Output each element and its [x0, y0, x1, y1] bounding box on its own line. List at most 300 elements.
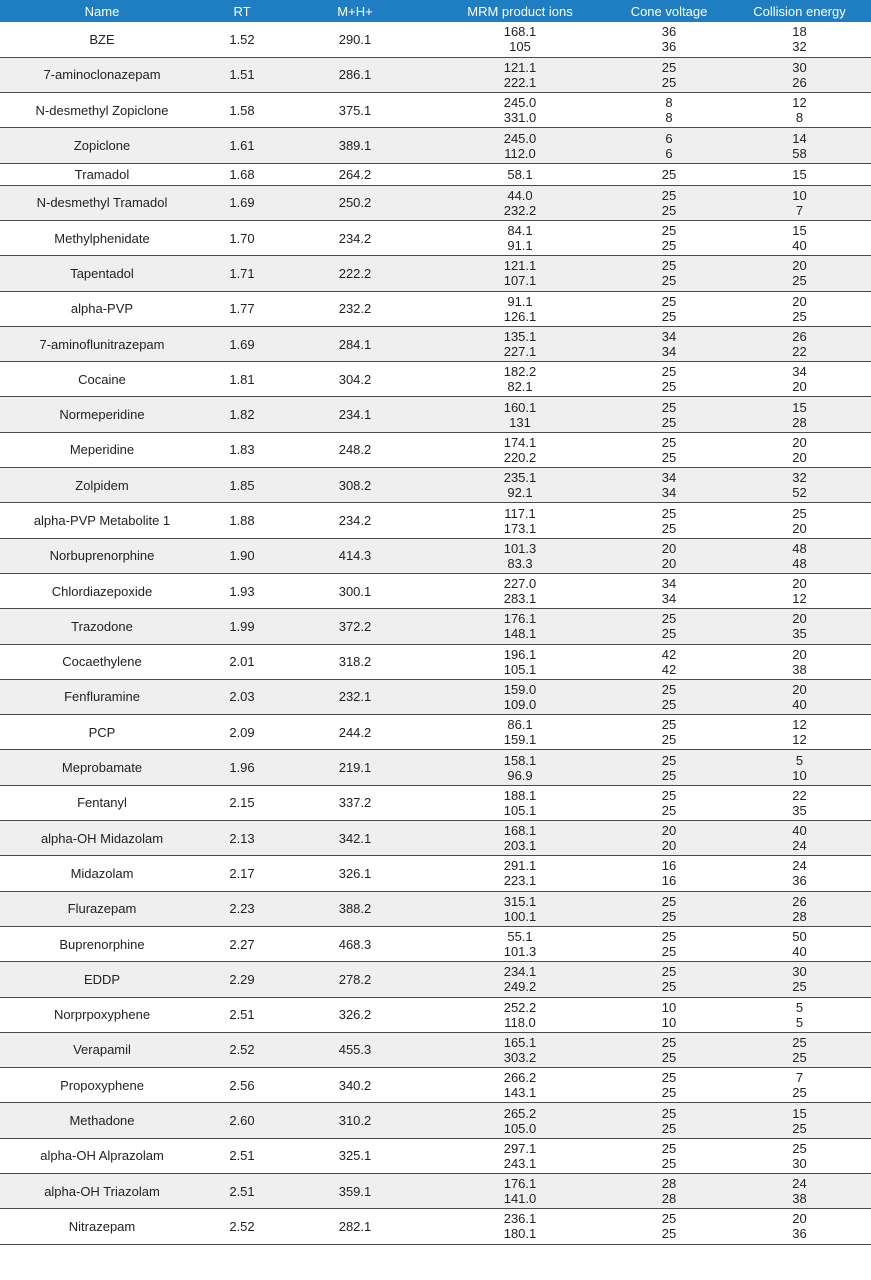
- collision-energy-cell-value: 30: [792, 1155, 807, 1171]
- collision-energy-cell-value: 36: [792, 1226, 807, 1242]
- cone-voltage-cell-value: 25: [661, 1140, 677, 1156]
- product-ions-cell: [430, 538, 610, 573]
- cone-voltage-cell: [610, 538, 728, 573]
- product-ions-cell-value: 101.3: [503, 540, 537, 556]
- compound-name-cell: 7-aminoclonazepam: [0, 57, 204, 92]
- cone-voltage-cell: [610, 821, 728, 856]
- cone-voltage-cell: [610, 1174, 728, 1209]
- mh-cell: 310.2: [280, 1103, 430, 1138]
- product-ions-cell: [430, 962, 610, 997]
- mh-cell: 234.2: [280, 503, 430, 538]
- rt-cell: 2.09: [204, 715, 280, 750]
- rt-cell: 2.52: [204, 1209, 280, 1244]
- product-ions-cell: [430, 785, 610, 820]
- cone-voltage-cell-value: 16: [661, 873, 677, 889]
- header-mh: M+H+: [280, 0, 430, 22]
- collision-energy-cell-value: 58: [792, 145, 807, 161]
- compound-name-cell: N-desmethyl Zopiclone: [0, 93, 204, 128]
- rt-cell: 2.17: [204, 856, 280, 891]
- product-ions-cell-value: 84.1: [507, 223, 533, 239]
- rt-cell: 2.51: [204, 1174, 280, 1209]
- product-ions-cell-value: 265.2: [503, 1105, 537, 1121]
- cone-voltage-cell-value: 25: [661, 166, 677, 182]
- compound-name-cell: Fentanyl: [0, 785, 204, 820]
- collision-energy-cell-value: 35: [792, 802, 807, 818]
- product-ions-cell: [430, 128, 610, 163]
- collision-energy-cell-value: 15: [792, 1105, 807, 1121]
- cone-voltage-cell-value: 25: [661, 1034, 677, 1050]
- collision-energy-cell-value: 10: [792, 187, 807, 203]
- mh-cell: 325.1: [280, 1138, 430, 1173]
- table-row: [0, 1103, 871, 1138]
- cone-voltage-cell-value: 25: [661, 1211, 677, 1227]
- cone-voltage-cell-value: 25: [661, 717, 677, 733]
- cone-voltage-cell-value: 28: [661, 1176, 677, 1192]
- collision-energy-cell-value: 22: [792, 787, 807, 803]
- product-ions-cell: [430, 256, 610, 291]
- cone-voltage-cell: [610, 468, 728, 503]
- table-row: [0, 1068, 871, 1103]
- cone-voltage-cell-value: 25: [661, 893, 677, 909]
- collision-energy-cell-value: 5: [795, 1014, 804, 1030]
- rt-cell: 2.27: [204, 926, 280, 961]
- compound-name-cell: Chlordiazepoxide: [0, 573, 204, 608]
- product-ions-cell-value: 291.1: [503, 858, 537, 874]
- cone-voltage-cell: [610, 397, 728, 432]
- product-ions-cell-value: 220.2: [503, 449, 537, 465]
- product-ions-cell-value: 160.1: [503, 399, 537, 415]
- product-ions-cell-value: 266.2: [503, 1070, 537, 1086]
- cone-voltage-cell: [610, 1209, 728, 1244]
- mh-cell: 372.2: [280, 609, 430, 644]
- product-ions-cell-value: 232.2: [503, 202, 537, 218]
- collision-energy-cell: [728, 609, 871, 644]
- cone-voltage-cell-value: 20: [661, 838, 677, 854]
- collision-energy-cell: [728, 1032, 871, 1067]
- collision-energy-cell: [728, 715, 871, 750]
- collision-energy-cell-value: 30: [792, 964, 807, 980]
- cone-voltage-cell-value: 25: [661, 944, 677, 960]
- collision-energy-cell-value: 20: [792, 1211, 807, 1227]
- product-ions-cell-value: 107.1: [503, 273, 537, 289]
- compound-name-cell: Propoxyphene: [0, 1068, 204, 1103]
- product-ions-cell: [430, 891, 610, 926]
- table-row: [0, 821, 871, 856]
- mh-cell: 340.2: [280, 1068, 430, 1103]
- product-ions-cell-value: 235.1: [503, 470, 537, 486]
- mh-cell: 455.3: [280, 1032, 430, 1067]
- table-row: [0, 57, 871, 92]
- compound-name-cell: Meperidine: [0, 432, 204, 467]
- table-row: [0, 926, 871, 961]
- compound-name-cell: Tapentadol: [0, 256, 204, 291]
- collision-energy-cell: [728, 93, 871, 128]
- product-ions-cell-value: 203.1: [503, 838, 537, 854]
- header-row: [0, 0, 871, 22]
- product-ions-cell-value: 100.1: [503, 908, 537, 924]
- product-ions-cell-value: 168.1: [503, 24, 537, 40]
- cone-voltage-cell-value: 28: [661, 1191, 677, 1207]
- product-ions-cell-value: 143.1: [503, 1085, 537, 1101]
- product-ions-cell-value: 101.3: [503, 944, 537, 960]
- rt-cell: 1.71: [204, 256, 280, 291]
- cone-voltage-cell-value: 25: [661, 258, 677, 274]
- cone-voltage-cell-value: 25: [661, 1155, 677, 1171]
- cone-voltage-cell-value: 25: [661, 308, 677, 324]
- product-ions-cell-value: 245.0: [503, 95, 537, 111]
- compound-name-cell: alpha-PVP: [0, 291, 204, 326]
- mh-cell: 244.2: [280, 715, 430, 750]
- mh-cell: 342.1: [280, 821, 430, 856]
- product-ions-cell-value: 223.1: [503, 873, 537, 889]
- cone-voltage-cell: [610, 609, 728, 644]
- cone-voltage-cell-value: 25: [661, 505, 677, 521]
- collision-energy-cell-value: 8: [795, 110, 804, 126]
- cone-voltage-cell-value: 25: [661, 379, 677, 395]
- rt-cell: 2.51: [204, 1138, 280, 1173]
- collision-energy-cell-value: 12: [792, 732, 807, 748]
- cone-voltage-cell-value: 34: [661, 591, 677, 607]
- product-ions-cell-value: 109.0: [503, 696, 537, 712]
- table-row: [0, 163, 871, 185]
- cone-voltage-cell-value: 8: [665, 110, 673, 126]
- mh-cell: 414.3: [280, 538, 430, 573]
- product-ions-cell: [430, 1103, 610, 1138]
- collision-energy-cell: [728, 22, 871, 57]
- cone-voltage-cell: [610, 962, 728, 997]
- compound-name-cell: Normeperidine: [0, 397, 204, 432]
- product-ions-cell-value: 148.1: [503, 626, 537, 642]
- cone-voltage-cell-value: 25: [661, 908, 677, 924]
- cone-voltage-cell-value: 25: [661, 520, 677, 536]
- cone-voltage-cell-value: 25: [661, 767, 677, 783]
- cone-voltage-cell-value: 25: [661, 979, 677, 995]
- rt-cell: 1.52: [204, 22, 280, 57]
- collision-energy-cell-value: 20: [792, 379, 807, 395]
- compound-name-cell: Buprenorphine: [0, 926, 204, 961]
- collision-energy-cell-value: 48: [792, 540, 807, 556]
- product-ions-cell-value: 105.1: [503, 661, 537, 677]
- cone-voltage-cell-value: 25: [661, 964, 677, 980]
- collision-energy-cell-value: 25: [792, 1140, 807, 1156]
- product-ions-cell: [430, 644, 610, 679]
- collision-energy-cell: [728, 1103, 871, 1138]
- collision-energy-cell-value: 15: [792, 223, 807, 239]
- compound-name-cell: Midazolam: [0, 856, 204, 891]
- mh-cell: 219.1: [280, 750, 430, 785]
- cone-voltage-cell: [610, 750, 728, 785]
- product-ions-cell-value: 245.0: [503, 130, 537, 146]
- cone-voltage-cell-value: 25: [661, 1085, 677, 1101]
- collision-energy-cell-value: 20: [792, 681, 807, 697]
- table-row: [0, 573, 871, 608]
- product-ions-cell-value: 55.1: [507, 929, 533, 945]
- product-ions-cell-value: 303.2: [503, 1049, 537, 1065]
- table-row: [0, 609, 871, 644]
- cone-voltage-cell-value: 25: [661, 626, 677, 642]
- collision-energy-cell-value: 18: [792, 24, 807, 40]
- collision-energy-cell-value: 25: [792, 1049, 807, 1065]
- cone-voltage-cell-value: 25: [661, 74, 677, 90]
- table-row: [0, 22, 871, 57]
- cone-voltage-cell: [610, 220, 728, 255]
- cone-voltage-cell: [610, 291, 728, 326]
- cone-voltage-cell-value: 25: [661, 202, 677, 218]
- product-ions-cell-value: 82.1: [507, 379, 533, 395]
- rt-cell: 2.01: [204, 644, 280, 679]
- table-row: [0, 856, 871, 891]
- cone-voltage-cell-value: 25: [661, 929, 677, 945]
- table-row: [0, 220, 871, 255]
- collision-energy-cell: [728, 291, 871, 326]
- product-ions-cell: [430, 679, 610, 714]
- table-header: [0, 0, 871, 22]
- collision-energy-cell-value: 20: [792, 258, 807, 274]
- rt-cell: 1.58: [204, 93, 280, 128]
- cone-voltage-cell-value: 25: [661, 732, 677, 748]
- cone-voltage-cell: [610, 1103, 728, 1138]
- mh-cell: 468.3: [280, 926, 430, 961]
- product-ions-cell-value: 180.1: [503, 1226, 537, 1242]
- collision-energy-cell: [728, 362, 871, 397]
- product-ions-cell: [430, 22, 610, 57]
- product-ions-cell-value: 159.0: [503, 681, 537, 697]
- rt-cell: 1.68: [204, 163, 280, 185]
- collision-energy-cell-value: 38: [792, 661, 807, 677]
- cone-voltage-cell-value: 25: [661, 187, 677, 203]
- mh-cell: 284.1: [280, 326, 430, 361]
- cone-voltage-cell-value: 25: [661, 752, 677, 768]
- mh-cell: 232.1: [280, 679, 430, 714]
- cone-voltage-cell: [610, 503, 728, 538]
- product-ions-cell-value: 165.1: [503, 1034, 537, 1050]
- collision-energy-cell-value: 5: [795, 999, 804, 1015]
- collision-energy-cell: [728, 1138, 871, 1173]
- cone-voltage-cell-value: 25: [661, 787, 677, 803]
- product-ions-cell: [430, 291, 610, 326]
- product-ions-cell-value: 105.0: [503, 1120, 537, 1136]
- mh-cell: 326.1: [280, 856, 430, 891]
- mh-cell: 290.1: [280, 22, 430, 57]
- collision-energy-cell: [728, 644, 871, 679]
- cone-voltage-cell-value: 34: [661, 470, 677, 486]
- product-ions-cell-value: 96.9: [507, 767, 533, 783]
- rt-cell: 1.51: [204, 57, 280, 92]
- header-mrm-product-ions: MRM product ions: [430, 0, 610, 22]
- compound-name-cell: Norbuprenorphine: [0, 538, 204, 573]
- product-ions-cell-value: 105: [509, 39, 531, 55]
- compound-name-cell: Cocaethylene: [0, 644, 204, 679]
- table-row: [0, 185, 871, 220]
- collision-energy-cell-value: 14: [792, 130, 807, 146]
- table-row: [0, 432, 871, 467]
- product-ions-cell: [430, 926, 610, 961]
- collision-energy-cell: [728, 468, 871, 503]
- product-ions-cell-value: 196.1: [503, 646, 537, 662]
- product-ions-cell-value: 331.0: [503, 110, 537, 126]
- product-ions-cell: [430, 573, 610, 608]
- collision-energy-cell-value: 30: [792, 59, 807, 75]
- table-row: [0, 679, 871, 714]
- collision-energy-cell-value: 20: [792, 611, 807, 627]
- collision-energy-cell-value: 40: [792, 696, 807, 712]
- product-ions-cell-value: 222.1: [503, 74, 537, 90]
- product-ions-cell-value: 243.1: [503, 1155, 537, 1171]
- product-ions-cell-value: 121.1: [503, 59, 537, 75]
- rt-cell: 2.60: [204, 1103, 280, 1138]
- collision-energy-cell: [728, 397, 871, 432]
- cone-voltage-cell: [610, 22, 728, 57]
- header-rt: RT: [204, 0, 280, 22]
- compound-name-cell: EDDP: [0, 962, 204, 997]
- mh-cell: 232.2: [280, 291, 430, 326]
- product-ions-cell-value: 236.1: [503, 1211, 537, 1227]
- compound-name-cell: alpha-OH Alprazolam: [0, 1138, 204, 1173]
- compound-name-cell: Norprpoxyphene: [0, 997, 204, 1032]
- compound-name-cell: Trazodone: [0, 609, 204, 644]
- mh-cell: 375.1: [280, 93, 430, 128]
- collision-energy-cell: [728, 538, 871, 573]
- cone-voltage-cell-value: 34: [661, 485, 677, 501]
- cone-voltage-cell: [610, 185, 728, 220]
- product-ions-cell-value: 141.0: [503, 1191, 537, 1207]
- table-row: [0, 1138, 871, 1173]
- collision-energy-cell-value: 26: [792, 74, 807, 90]
- compound-name-cell: alpha-PVP Metabolite 1: [0, 503, 204, 538]
- cone-voltage-cell-value: 25: [661, 293, 677, 309]
- collision-energy-cell-value: 34: [792, 364, 807, 380]
- mh-cell: 286.1: [280, 57, 430, 92]
- cone-voltage-cell-value: 25: [661, 802, 677, 818]
- product-ions-cell-value: 297.1: [503, 1140, 537, 1156]
- collision-energy-cell-value: 24: [792, 858, 807, 874]
- mh-cell: 304.2: [280, 362, 430, 397]
- collision-energy-cell-value: 15: [792, 166, 807, 182]
- compound-name-cell: Flurazepam: [0, 891, 204, 926]
- collision-energy-cell-value: 20: [792, 576, 807, 592]
- collision-energy-cell-value: 25: [792, 273, 807, 289]
- product-ions-cell-value: 58.1: [507, 166, 533, 182]
- product-ions-cell-value: 92.1: [507, 485, 533, 501]
- collision-energy-cell-value: 25: [792, 1120, 807, 1136]
- table-row: [0, 93, 871, 128]
- cone-voltage-cell: [610, 856, 728, 891]
- mh-cell: 389.1: [280, 128, 430, 163]
- cone-voltage-cell-value: 6: [665, 145, 673, 161]
- collision-energy-cell-value: 50: [792, 929, 807, 945]
- collision-energy-cell-value: 28: [792, 414, 807, 430]
- cone-voltage-cell-value: 8: [665, 95, 673, 111]
- collision-energy-cell: [728, 57, 871, 92]
- collision-energy-cell-value: 15: [792, 399, 807, 415]
- collision-energy-cell: [728, 185, 871, 220]
- rt-cell: 1.69: [204, 185, 280, 220]
- product-ions-cell-value: 176.1: [503, 611, 537, 627]
- compound-name-cell: Meprobamate: [0, 750, 204, 785]
- collision-energy-cell-value: 40: [792, 823, 807, 839]
- product-ions-cell: [430, 432, 610, 467]
- mh-cell: 234.1: [280, 397, 430, 432]
- rt-cell: 1.77: [204, 291, 280, 326]
- cone-voltage-cell: [610, 432, 728, 467]
- compound-name-cell: N-desmethyl Tramadol: [0, 185, 204, 220]
- cone-voltage-cell-value: 36: [661, 39, 677, 55]
- mh-cell: 359.1: [280, 1174, 430, 1209]
- collision-energy-cell: [728, 1209, 871, 1244]
- collision-energy-cell-value: 35: [792, 626, 807, 642]
- collision-energy-cell-value: 40: [792, 944, 807, 960]
- collision-energy-cell: [728, 256, 871, 291]
- table-row: [0, 750, 871, 785]
- table-row: [0, 256, 871, 291]
- compound-name-cell: Methadone: [0, 1103, 204, 1138]
- product-ions-cell-value: 131: [509, 414, 531, 430]
- collision-energy-cell-value: 40: [792, 238, 807, 254]
- collision-energy-cell: [728, 573, 871, 608]
- cone-voltage-cell-value: 25: [661, 1049, 677, 1065]
- product-ions-cell-value: 182.2: [503, 364, 537, 380]
- cone-voltage-cell-value: 25: [661, 611, 677, 627]
- compound-name-cell: Fenfluramine: [0, 679, 204, 714]
- product-ions-cell-value: 188.1: [503, 787, 537, 803]
- cone-voltage-cell-value: 34: [661, 576, 677, 592]
- product-ions-cell-value: 126.1: [503, 308, 537, 324]
- cone-voltage-cell: [610, 891, 728, 926]
- cone-voltage-cell-value: 25: [661, 364, 677, 380]
- mh-cell: 282.1: [280, 1209, 430, 1244]
- product-ions-cell-value: 86.1: [507, 717, 533, 733]
- header-collision-energy: Collision energy: [728, 0, 871, 22]
- rt-cell: 1.70: [204, 220, 280, 255]
- cone-voltage-cell: [610, 715, 728, 750]
- cone-voltage-cell: [610, 1138, 728, 1173]
- cone-voltage-cell-value: 25: [661, 223, 677, 239]
- product-ions-cell-value: 105.1: [503, 802, 537, 818]
- product-ions-cell: [430, 362, 610, 397]
- rt-cell: 1.85: [204, 468, 280, 503]
- product-ions-cell: [430, 93, 610, 128]
- cone-voltage-cell-value: 25: [661, 399, 677, 415]
- collision-energy-cell-value: 20: [792, 646, 807, 662]
- collision-energy-cell-value: 28: [792, 908, 807, 924]
- product-ions-cell-value: 252.2: [503, 999, 537, 1015]
- mh-cell: 308.2: [280, 468, 430, 503]
- product-ions-cell: [430, 220, 610, 255]
- collision-energy-cell: [728, 1068, 871, 1103]
- product-ions-cell-value: 112.0: [504, 145, 536, 161]
- cone-voltage-cell-value: 42: [661, 661, 677, 677]
- product-ions-cell-value: 283.1: [503, 591, 537, 607]
- collision-energy-cell-value: 24: [792, 838, 807, 854]
- rt-cell: 1.69: [204, 326, 280, 361]
- product-ions-cell: [430, 397, 610, 432]
- table-row: [0, 1209, 871, 1244]
- table-row: [0, 644, 871, 679]
- table-row: [0, 468, 871, 503]
- compound-name-cell: Cocaine: [0, 362, 204, 397]
- cone-voltage-cell-value: 20: [661, 540, 677, 556]
- compound-name-cell: Nitrazepam: [0, 1209, 204, 1244]
- collision-energy-cell: [728, 997, 871, 1032]
- rt-cell: 1.96: [204, 750, 280, 785]
- table-row: [0, 962, 871, 997]
- compound-name-cell: BZE: [0, 22, 204, 57]
- collision-energy-cell: [728, 1174, 871, 1209]
- product-ions-cell-value: 227.1: [503, 344, 537, 360]
- collision-energy-cell-value: 36: [792, 873, 807, 889]
- product-ions-cell-value: 121.1: [503, 258, 537, 274]
- collision-energy-cell-value: 5: [795, 752, 804, 768]
